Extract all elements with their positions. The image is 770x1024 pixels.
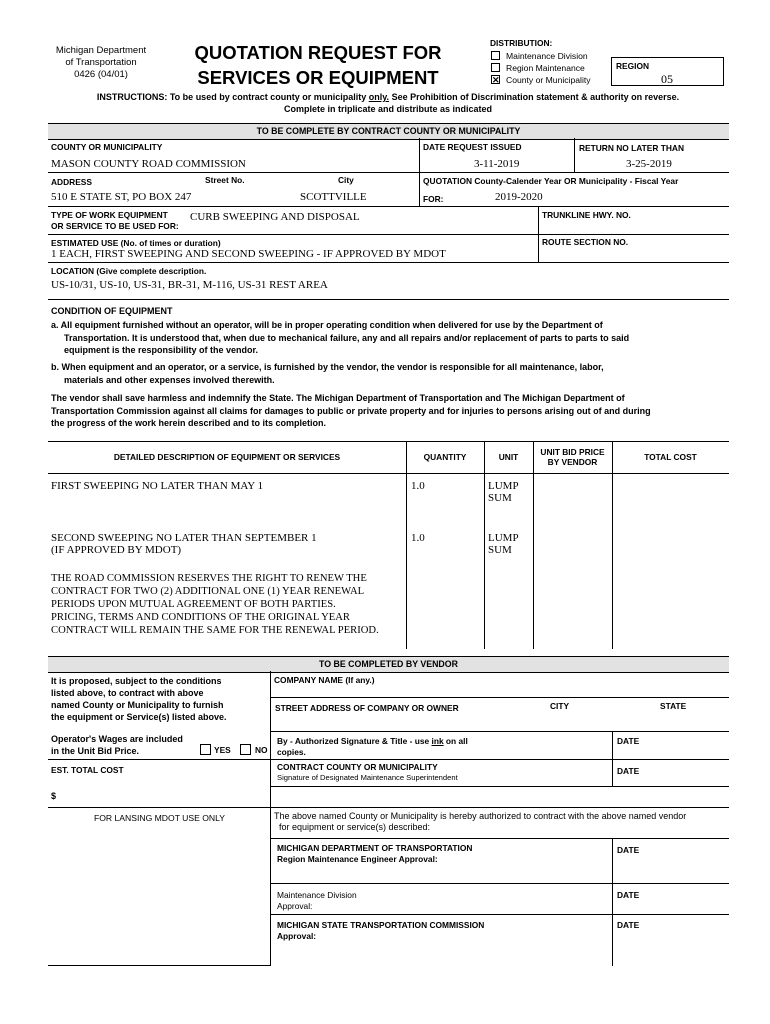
table-row-unit: LUMP SUM xyxy=(488,480,519,504)
street-address-label: STREET ADDRESS OF COMPANY OR OWNER xyxy=(275,703,459,713)
distribution-option-label: County or Municipality xyxy=(506,75,591,85)
department-sub: of Transportation xyxy=(65,57,137,68)
wages-yes-label: YES xyxy=(214,745,231,755)
condition-a: a. All equipment furnished without an operator, will be in proper operating condition when delivered for use by the Department of Transportation. It is understood that, when due to mechanical failure, any and all repairs and/or replacement of parts to parts to said equipment is the responsibility of the vendor. xyxy=(51,320,630,355)
conditions-title: CONDITION OF EQUIPMENT xyxy=(51,306,173,316)
date-issued-value: 3-11-2019 xyxy=(474,158,520,170)
work-type-value: CURB SWEEPING AND DISPOSAL xyxy=(190,211,360,223)
condition-b: b. When equipment and an operator, or a service, is furnished by the vendor, the vendor is responsible for all maintenance, labor, materials and other expenses involved therewith. xyxy=(51,362,604,385)
work-type-label: TYPE OF WORK EQUIPMENT OR SERVICE TO BE USED FOR: xyxy=(51,210,179,231)
wages-no-checkbox[interactable] xyxy=(240,744,251,755)
city-label: City xyxy=(338,175,354,185)
col-header-quantity: QUANTITY xyxy=(423,452,467,462)
col-header-unit-bid: UNIT BID PRICE BY VENDOR xyxy=(540,447,605,467)
form-title-line-2: SERVICES OR EQUIPMENT xyxy=(197,67,439,88)
distribution-checkbox-region-maintenance[interactable] xyxy=(491,63,500,72)
items-table-top xyxy=(48,441,729,442)
date-label-mdot: DATE xyxy=(617,845,640,855)
distribution-option-label: Region Maintenance xyxy=(506,63,585,73)
return-value: 3-25-2019 xyxy=(626,158,672,170)
renewal-note: THE ROAD COMMISSION RESERVES THE RIGHT TO RENEW THE CONTRACT FOR TWO (2) ADDITIONAL ONE (1) YEAR RENEWAL PERIODS UPON MUTUAL AGREEMENT OF BOTH PARTIES. PRICING, TERMS AND CONDITIONS OF THE ORIGINAL YEAR CONTRACT WILL REMAIN THE SAME FOR THE RENEWAL PERIOD. xyxy=(51,573,379,636)
instructions-line-2: Complete in triplicate and distribute as indicated xyxy=(283,104,493,114)
county-section-banner: TO BE COMPLETE BY CONTRACT COUNTY OR MUNICIPALITY xyxy=(256,126,521,136)
maintenance-division-approval-label: Maintenance Division Approval: xyxy=(277,890,357,911)
date-label-signature: DATE xyxy=(617,736,640,746)
instructions xyxy=(48,91,728,115)
vendor-section-banner: TO BE COMPLETED BY VENDOR xyxy=(319,659,458,669)
hold-harmless: The vendor shall save harmless and indemnify the State. The Michigan Department of Transportation and The Michigan Department of Transportation Commission against all claims for damages to public or private property and for injuries to persons arising out of and during the progress of the work herein described and to its completion. xyxy=(51,393,651,428)
for-value: 2019-2020 xyxy=(495,191,543,203)
quotation-label: QUOTATION County-Calender Year OR Municipality - Fiscal Year xyxy=(423,176,679,186)
wages-yes-checkbox[interactable] xyxy=(200,744,211,755)
distribution-label: DISTRIBUTION: xyxy=(490,38,553,48)
operator-wages-text: Operator's Wages are included in the Unit Bid Price. xyxy=(51,734,183,756)
date-label-contract: DATE xyxy=(617,766,640,776)
estimated-use-label: ESTIMATED USE (No. of times or duration) xyxy=(51,238,221,248)
col-header-description: DETAILED DESCRIPTION OF EQUIPMENT OR SERVICES xyxy=(113,452,341,462)
location-value: US-10/31, US-10, US-31, BR-31, M-116, US-31 REST AREA xyxy=(51,279,328,291)
lansing-mdot-label: FOR LANSING MDOT USE ONLY xyxy=(94,813,225,823)
instructions-line-1: INSTRUCTIONS: To be used by contract county or municipality only. See Prohibition of Discrimination statement & authority on reverse. xyxy=(96,92,680,102)
department-block xyxy=(46,45,156,81)
county-label: COUNTY OR MUNICIPALITY xyxy=(51,142,163,152)
table-row-quantity: 1.0 xyxy=(411,532,425,544)
city-value: SCOTTVILLE xyxy=(300,191,367,203)
proposal-text: It is proposed, subject to the conditions listed above, to contract with above named County or Municipality to furnish the equipment or Service(s) listed above. xyxy=(51,676,227,722)
route-section-label: ROUTE SECTION NO. xyxy=(542,237,629,247)
form-number: 0426 (04/01) xyxy=(74,69,128,80)
table-row-unit: LUMP SUM xyxy=(488,532,519,556)
street-no-label: Street No. xyxy=(205,175,245,185)
authorization-text: The above named County or Municipality is hereby authorized to contract with the above named vendor for equipment or service(s) described: xyxy=(274,811,687,832)
street-value: 510 E STATE ST, PO BOX 247 xyxy=(51,191,192,203)
commission-approval-label: MICHIGAN STATE TRANSPORTATION COMMISSION Approval: xyxy=(277,920,485,941)
date-issued-label: DATE REQUEST ISSUED xyxy=(423,142,522,152)
trunkline-label: TRUNKLINE HWY. NO. xyxy=(542,210,631,220)
county-value: MASON COUNTY ROAD COMMISSION xyxy=(51,158,246,170)
table-row-description: FIRST SWEEPING NO LATER THAN MAY 1 xyxy=(51,480,264,492)
table-row-description: SECOND SWEEPING NO LATER THAN SEPTEMBER 1 (IF APPROVED BY MDOT) xyxy=(51,532,317,556)
date-label-maintenance: DATE xyxy=(617,890,640,900)
return-label: RETURN NO LATER THAN xyxy=(579,143,684,153)
company-name-label: COMPANY NAME (If any.) xyxy=(274,675,375,685)
distribution-option-label: Maintenance Division xyxy=(506,51,588,61)
distribution-checkbox-maintenance-division[interactable] xyxy=(491,51,500,60)
distribution-checkbox-county-municipality[interactable]: ✕ xyxy=(492,75,500,85)
estimated-use-value: 1 EACH, FIRST SWEEPING AND SECOND SWEEPING - IF APPROVED BY MDOT xyxy=(51,248,446,260)
form-title-line-1: QUOTATION REQUEST FOR xyxy=(194,42,442,63)
authorized-signature-label: By - Authorized Signature & Title - use ink on all copies. xyxy=(277,736,468,757)
mdot-approval-label: MICHIGAN DEPARTMENT OF TRANSPORTATION Region Maintenance Engineer Approval: xyxy=(277,843,473,864)
location-label: LOCATION (Give complete description. xyxy=(51,266,207,276)
table-row-quantity: 1.0 xyxy=(411,480,425,492)
form-title xyxy=(182,40,454,90)
address-label: ADDRESS xyxy=(51,177,92,187)
region-value: 05 xyxy=(661,72,673,86)
dollar-sign: $ xyxy=(51,791,57,801)
department-name: Michigan Department xyxy=(55,45,147,56)
wages-no-label: NO xyxy=(255,745,268,755)
for-label: FOR: xyxy=(423,194,444,204)
region-label: REGION xyxy=(616,61,650,71)
contract-county-label: CONTRACT COUNTY OR MUNICIPALITY xyxy=(277,762,438,772)
est-total-cost-label: EST. TOTAL COST xyxy=(51,765,124,775)
vendor-city-label: CITY xyxy=(550,701,570,711)
designated-signature-label: Signature of Designated Maintenance Superintendent xyxy=(277,773,458,782)
date-label-commission: DATE xyxy=(617,920,640,930)
col-header-unit: UNIT xyxy=(498,452,519,462)
vendor-state-label: STATE xyxy=(660,701,687,711)
col-header-total: TOTAL COST xyxy=(644,452,697,462)
